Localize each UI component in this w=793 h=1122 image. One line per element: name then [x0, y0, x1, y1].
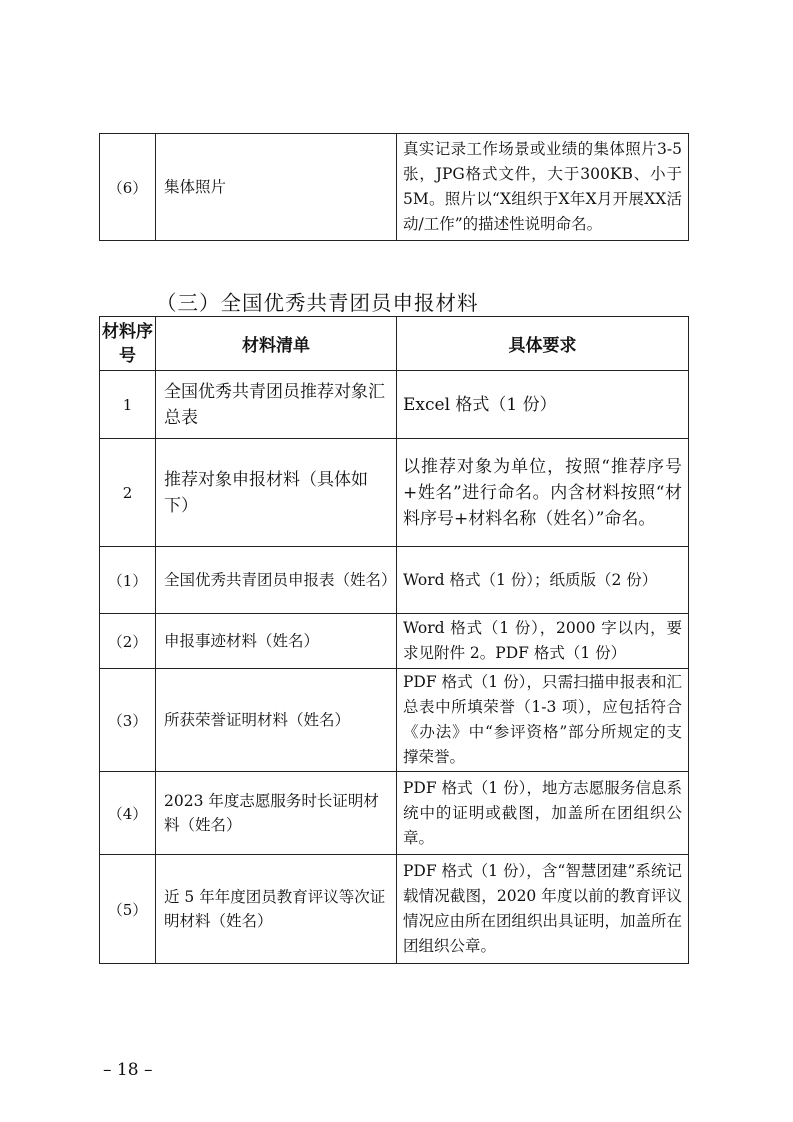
- page-number: – 18 –: [103, 1060, 153, 1080]
- table-row: [100, 547, 689, 614]
- material-number: （3）: [100, 669, 156, 772]
- table-row: [100, 439, 689, 547]
- header-requirement: 具体要求: [397, 317, 689, 371]
- table-header-row: [100, 317, 689, 371]
- material-requirement: PDF 格式（1 份），只需扫描申报表和汇总表中所填荣誉（1-3 项），应包括符合《办法》中“参评资格”部分所规定的支撑荣誉。: [397, 669, 689, 772]
- material-name: 2023 年度志愿服务时长证明材料（姓名）: [156, 772, 397, 855]
- material-name: 近 5 年年度团员教育评议等次证明材料（姓名）: [156, 855, 397, 964]
- material-number: （5）: [100, 855, 156, 964]
- material-number: （2）: [100, 614, 156, 669]
- material-number: （4）: [100, 772, 156, 855]
- material-name: 推荐对象申报材料（具体如下）: [156, 439, 397, 547]
- material-requirement: PDF 格式（1 份），含“智慧团建”系统记载情况截图，2020 年度以前的教育评议情况应由所在团组织出具证明，加盖所在团组织公章。: [397, 855, 689, 964]
- table-row: [100, 371, 689, 439]
- material-number: （6）: [100, 134, 156, 241]
- material-number: 1: [100, 371, 156, 439]
- header-name: 材料清单: [156, 317, 397, 371]
- table-row: [100, 669, 689, 772]
- material-name: 全国优秀共青团员申报表（姓名）: [156, 547, 397, 614]
- material-requirement: 真实记录工作场景或业绩的集体照片3-5张，JPG格式文件，大于300KB、小于5M。照片以“X组织于X年X月开展XX活动/工作”的描述性说明命名。: [397, 134, 689, 241]
- materials-table: [99, 316, 689, 964]
- material-name: 集体照片: [156, 134, 397, 241]
- material-requirement: 以推荐对象为单位，按照“推荐序号+姓名”进行命名。内含材料按照“材料序号+材料名称（姓名）”命名。: [397, 439, 689, 547]
- material-name: 申报事迹材料（姓名）: [156, 614, 397, 669]
- material-name: 所获荣誉证明材料（姓名）: [156, 669, 397, 772]
- material-requirement: Word 格式（1 份）；纸质版（2 份）: [397, 547, 689, 614]
- material-number: （1）: [100, 547, 156, 614]
- table-row: [100, 614, 689, 669]
- material-name: 全国优秀共青团员推荐对象汇总表: [156, 371, 397, 439]
- section-title: （三）全国优秀共青团员申报材料: [156, 291, 479, 315]
- material-number: 2: [100, 439, 156, 547]
- material-requirement: PDF 格式（1 份），地方志愿服务信息系统中的证明或截图，加盖所在团组织公章。: [397, 772, 689, 855]
- table-row: [100, 855, 689, 964]
- header-number: 材料序号: [100, 317, 156, 371]
- table-row: [100, 134, 689, 241]
- material-requirement: Excel 格式（1 份）: [397, 371, 689, 439]
- material-requirement: Word 格式（1 份），2000 字以内，要求见附件 2。PDF 格式（1 份）: [397, 614, 689, 669]
- table-row: [100, 772, 689, 855]
- previous-materials-table: [99, 133, 689, 241]
